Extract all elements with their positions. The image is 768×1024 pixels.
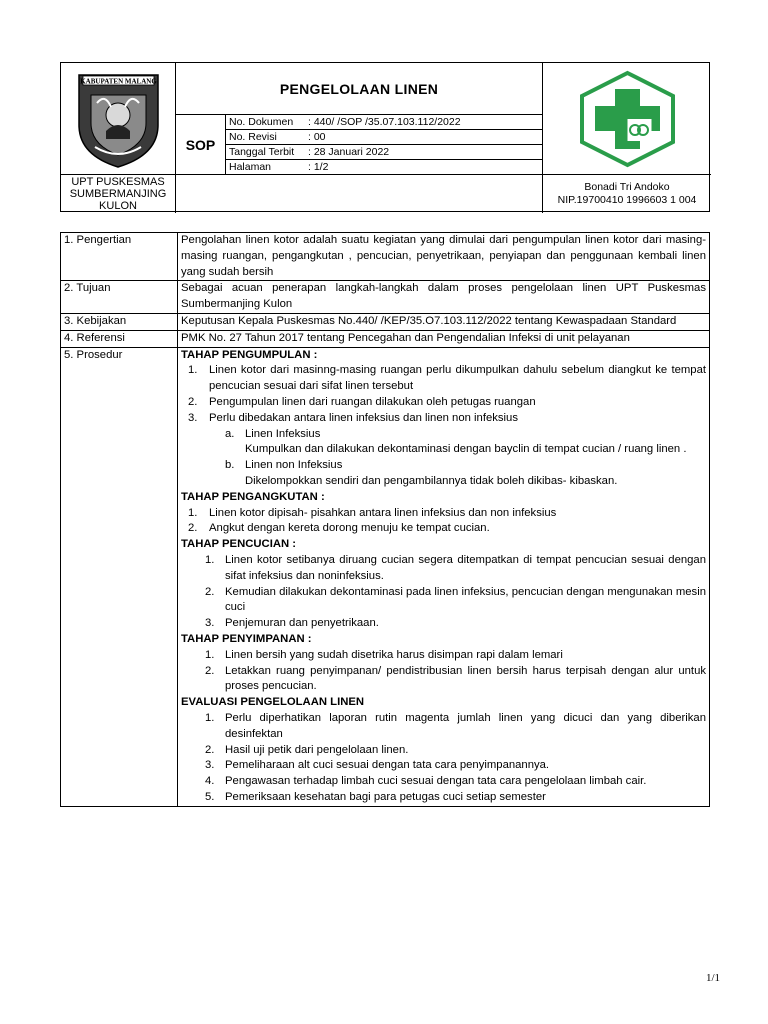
- table-row-tujuan: [61, 281, 710, 314]
- sop-label: SOP: [176, 115, 226, 175]
- header-blank-cell: [176, 175, 542, 213]
- procedure-content: [178, 347, 710, 806]
- page-number: 1/1: [705, 972, 720, 984]
- section-heading-evaluasi: EVALUASI PENGELOLAAN LINEN: [181, 696, 365, 709]
- sub-list-description: Dikelompokkan sendiri dan pengambilannya tidak boleh dikibas- kibaskan.: [245, 474, 618, 487]
- svg-text:KABUPATEN MALANG: KABUPATEN MALANG: [80, 77, 157, 86]
- row-label: 2. Tujuan: [61, 281, 178, 314]
- list-item: 1. Perlu diperhatikan laporan rutin magenta jumlah linen yang dicuci dan yang diberikan desinfektan: [205, 711, 706, 740]
- section-heading-pengangkutan: TAHAP PENGANGKUTAN :: [181, 490, 325, 503]
- list-item: 2. Kemudian dilakukan dekontaminasi pada linen infeksius, pencucian dengan mengunakan mesin cuci: [205, 585, 706, 614]
- sop-content-table: [60, 232, 710, 807]
- meta-row-no-dokumen: No. Dokumen : 440/ /SOP /35.07.103.112/2022: [226, 115, 542, 130]
- row-content: PMK No. 27 Tahun 2017 tentang Pencegahan dan Pengendalian Infeksi di unit pelayanan: [178, 330, 710, 347]
- signer-nip: NIP.19700410 1996603 1 004: [557, 194, 697, 206]
- list-item: 3. Pemeliharaan alt cuci sesuai dengan tata cara penyimpanannya.: [205, 759, 550, 772]
- sub-list-item: b. Linen non Infeksius: [225, 459, 343, 472]
- meta-row-halaman: Halaman : 1/2: [226, 160, 542, 175]
- table-row-prosedur: [61, 347, 710, 806]
- section-heading-pencucian: TAHAP PENCUCIAN :: [181, 538, 297, 551]
- list-item: 2. Angkut dengan kereta dorong menuju ke tempat cucian.: [188, 522, 490, 535]
- puskesmas-logo-cell: [542, 63, 711, 175]
- list-item: 5. Pemeriksaan kesehatan bagi para petugas cuci setiap semester: [205, 790, 546, 803]
- signer-name: Bonadi Tri Andoko: [584, 181, 670, 193]
- section-heading-pengumpulan: TAHAP PENGUMPULAN :: [181, 348, 318, 361]
- sub-list-item: a. Linen Infeksius: [225, 427, 321, 440]
- document-title: PENGELOLAAN LINEN: [176, 63, 542, 115]
- row-label: 4. Referensi: [61, 330, 178, 347]
- row-content: Keputusan Kepala Puskesmas No.440/ /KEP/35.O7.103.112/2022 tentang Kewaspadaan Standard: [178, 313, 710, 330]
- row-label: 1. Pengertian: [61, 233, 178, 281]
- list-item: 1. Linen bersih yang sudah disetrika harus disimpan rapi dalam lemari: [205, 648, 563, 661]
- row-label: 5. Prosedur: [61, 347, 178, 806]
- meta-row-no-revisi: No. Revisi : 00: [226, 130, 542, 145]
- list-item: 4. Pengawasan terhadap limbah cuci sesuai dengan tata cara pengelolaan limbah cair.: [205, 775, 647, 788]
- row-label: 3. Kebijakan: [61, 313, 178, 330]
- table-row-pengertian: [61, 233, 710, 281]
- sub-list-description: Kumpulkan dan dilakukan dekontaminasi dengan bayclin di tempat cucian / ruang linen .: [245, 443, 687, 456]
- list-item: 1. Linen kotor dipisah- pisahkan antara linen infeksius dan non infeksius: [188, 506, 557, 519]
- sop-header-table: [60, 62, 710, 212]
- list-item: 3. Perlu dibedakan antara linen infeksius dan linen non infeksius: [188, 411, 518, 424]
- row-content: Sebagai acuan penerapan langkah-langkah dalam proses pengelolaan linen UPT Puskesmas Sumbermanjing Kulon: [178, 281, 710, 314]
- logo-cell: [61, 63, 176, 175]
- table-row-kebijakan: [61, 313, 710, 330]
- puskesmas-cross-logo-icon: [543, 63, 712, 175]
- list-item: 2. Hasil uji petik dari pengelolaan linen.: [205, 743, 409, 756]
- list-item: 1. Linen kotor dari masinng-masing ruangan perlu dikumpulkan dahulu sebelum diangkut ke tempat pencucian sesuai dari sifat linen tersebut: [188, 364, 706, 393]
- meta-row-tanggal-terbit: Tanggal Terbit : 28 Januari 2022: [226, 145, 542, 160]
- row-content: Pengolahan linen kotor adalah suatu kegiatan yang dimulai dari pengumpulan linen kotor dari masing- masing ruangan, pengangkutan , pencucian, penyetrikaan, penyiapan dan penggunaan kembali linen yang sudah bersih: [178, 233, 710, 281]
- kabupaten-malang-emblem-icon: [61, 63, 176, 175]
- list-item: 2. Letakkan ruang penyimpanan/ pendistribusian linen bersih harus terpisah dengan alur untuk proses pencucian.: [205, 664, 706, 693]
- signer-block: [542, 175, 711, 213]
- list-item: 3. Penjemuran dan penyetrikaan.: [205, 617, 379, 630]
- list-item: 1. Linen kotor setibanya diruang cucian segera ditempatkan di tempat pencucian sesuai dengan sifat infeksius dan noninfeksius.: [205, 553, 706, 582]
- section-heading-penyimpanan: TAHAP PENYIMPANAN :: [181, 632, 312, 645]
- organization-name: UPT PUSKESMAS SUMBERMANJING KULON: [61, 175, 176, 213]
- list-item: 2. Pengumpulan linen dari ruangan dilakukan oleh petugas ruangan: [188, 395, 536, 408]
- table-row-referensi: [61, 330, 710, 347]
